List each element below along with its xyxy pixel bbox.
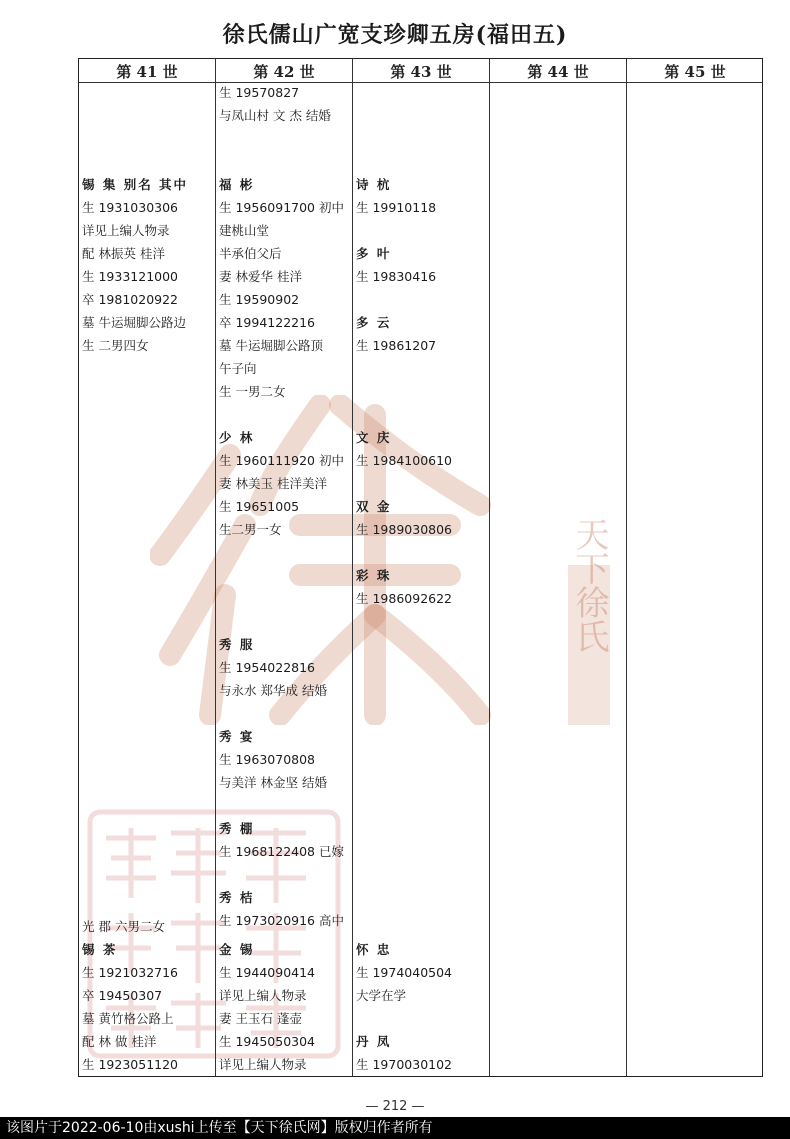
copyright-banner: 该图片于2022-06-10由xushi上传至【天下徐氏网】版权归作者所有: [0, 1117, 790, 1139]
person-name: 怀 忠: [356, 942, 392, 957]
column-divider: [626, 59, 627, 1076]
page-number: — 212 —: [365, 1099, 425, 1114]
column-divider: [352, 59, 353, 1076]
person-name: 锡 集 别名 其中: [82, 177, 189, 192]
person-name: 丹 凤: [356, 1034, 392, 1049]
gen-42-entries-lower: 金 锡 生 1944090414 详见上编人物录 妻 王玉石 蓬壶 生 1945050304 详见上编人物录: [219, 938, 315, 1076]
header-gen-42: 第 42 世: [253, 63, 315, 81]
person-name: 秀 桔: [219, 890, 255, 905]
header-gen-45: 第 45 世: [664, 63, 726, 81]
header-gen-44: 第 44 世: [527, 63, 589, 81]
person-name: 福 彬: [219, 177, 255, 192]
gen-41-entries: 锡 集 别名 其中 生 1931030306 详见上编人物录 配 林振英 桂洋 生 1933121000 卒 1981020922 墓 牛运堀脚公路边 生 二男四女: [82, 81, 188, 357]
person-name: 彩 珠: [356, 568, 392, 583]
person-name: 秀 服: [219, 637, 255, 652]
page-title: 徐氏儒山广宽支珍卿五房(福田五): [222, 22, 568, 48]
person-name: 锡 茶: [82, 942, 118, 957]
gen-43-entries: 诗 杭 生 19910118 多 叶 生 19830416 多 云 生 19861207 文 庆 生 1984100610 双 金 生 1989030806 彩 珠 生 1986092622: [356, 81, 452, 610]
gen-41-entries-lower: 光 郡 六男二女 锡 茶 生 1921032716 卒 19450307 墓 黄竹格公路上 配 林 做 桂洋 生 1923051120: [82, 919, 179, 1072]
column-divider: [215, 59, 216, 1076]
person-name: 文 庆: [356, 430, 392, 445]
watermark-text: 天下徐氏: [569, 517, 609, 653]
person-name: 多 云: [356, 315, 392, 330]
person-name: 少 林: [219, 430, 255, 445]
person-name: 秀 宴: [219, 729, 255, 744]
person-name: 多 叶: [356, 246, 392, 261]
person-name: 诗 杭: [356, 177, 392, 192]
gen-42-entries: 生 19570827 与凤山村 文 杰 结婚 福 彬 生 1956091700 初中 建桃山堂 半承伯父后 妻 林爱华 桂洋 生 19590902 卒 1994122216 墓 牛运堀脚公路顶 午子向 生 一男二女 少 林 生 1960111920 初中 妻 林美玉 桂洋美洋 生 19651005 生二男一女 秀 服 生 1954022816 与永水 郑华成 结婚 秀 宴 生 1963070808 与美洋 林金坚 结婚 秀 棚 生 1968122408 已嫁 秀 桔 生 1973020916 高中: [219, 85, 344, 928]
gen-43-entries-lower: 怀 忠 生 1974040504 大学在学 丹 凤 生 1970030102: [356, 938, 452, 1076]
person-name: 秀 棚: [219, 821, 255, 836]
header-gen-41: 第 41 世: [116, 63, 178, 81]
person-name: 双 金: [356, 499, 392, 514]
header-gen-43: 第 43 世: [390, 63, 452, 81]
column-divider: [489, 59, 490, 1076]
person-name: 金 锡: [219, 942, 255, 957]
genealogy-table: [78, 58, 763, 1077]
